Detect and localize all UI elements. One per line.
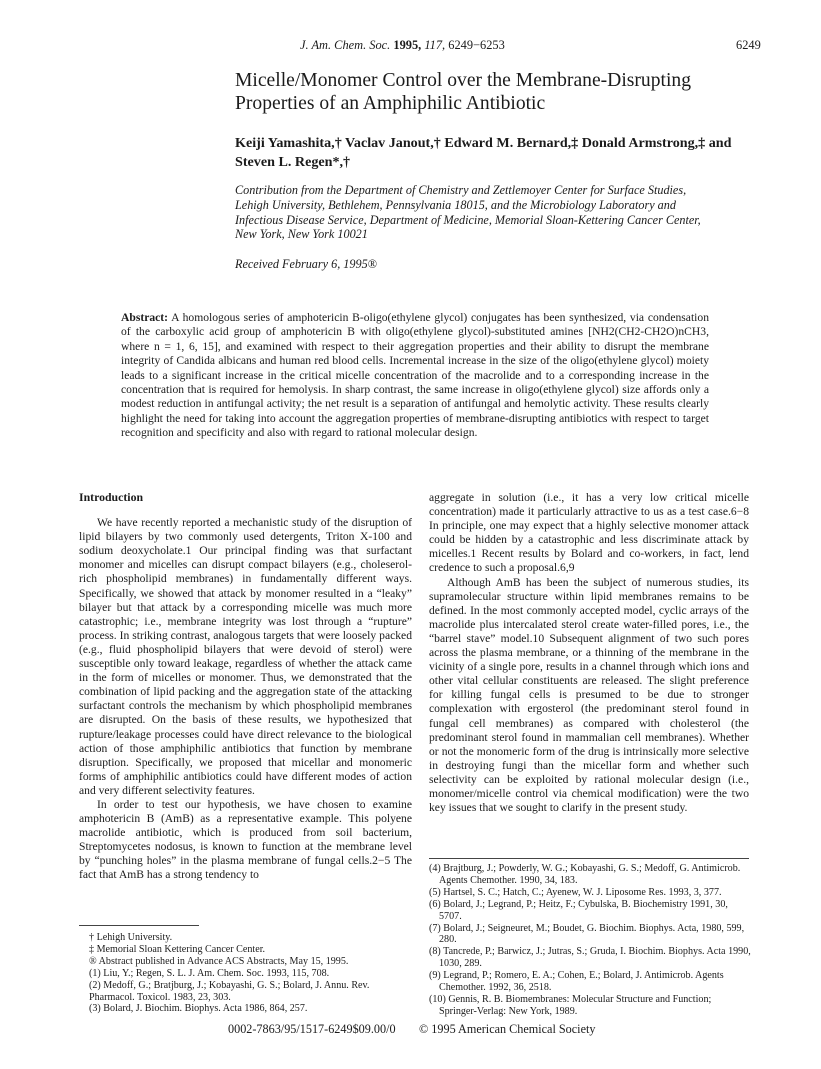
reference: (9) Legrand, P.; Romero, E. A.; Cohen, E.; Bolard, J. Antimicrob. Agents Chemother. 1992, 36, 2518. — [429, 970, 724, 994]
running-head — [0, 38, 821, 54]
footnote: ® Abstract published in Advance ACS Abstracts, May 15, 1995. — [89, 955, 349, 967]
reference: (8) Tancrede, P.; Barwicz, J.; Jutras, S.; Gruda, I. Biochim. Biophys. Acta 1990, 1030, 289. — [429, 946, 751, 970]
article-code: 0002-7863/95/1517-6249$09.00/0 — [228, 1022, 396, 1036]
right-column — [429, 491, 749, 815]
abstract — [121, 311, 709, 441]
article-title — [235, 69, 755, 115]
footnote-divider — [79, 925, 199, 926]
journal-volume: 117, — [424, 38, 446, 52]
copyright-notice: © 1995 American Chemical Society — [419, 1022, 596, 1036]
reference: (6) Bolard, J.; Legrand, P.; Heitz, F.; Cybulska, B. Biochemistry 1991, 30, 5707. — [429, 898, 728, 922]
reference: (1) Liu, Y.; Regen, S. L. J. Am. Chem. Soc. 1993, 115, 708. — [89, 967, 330, 979]
affiliation-line: New York, New York 10021 — [235, 227, 368, 242]
reference: (5) Hartsel, S. C.; Hatch, C.; Ayenew, W. J. Liposome Res. 1993, 3, 377. — [429, 886, 722, 898]
reference: (4) Brajtburg, J.; Powderly, W. G.; Kobayashi, G. S.; Medoff, G. Antimicrob. Agents Chemother. 1990, 34, 183. — [429, 863, 741, 886]
abstract-label: Abstract: — [121, 311, 169, 324]
section-heading-introduction: Introduction — [79, 490, 144, 504]
body-paragraph: Although AmB has been the subject of numerous studies, its supramolecular structure within lipid membranes remains to be defined. In the most commonly accepted model, cyclic arrays of the macrolide plus intercalated sterol create water-filled pores, i.e., the “barrel stave” model.10 Subsequent alignment of two such pores across the plasma membrane, or a thinning of the membrane in the vicinity of a single pore, results in a channel through which ions and other vital cellular constituents are released. The slight preference for killing fungal cells is presumed to be due to stronger complexation with ergosterol (the predominant sterol found in fungal cell membranes) as compared with cholesterol (the predominant sterol found in mammalian cell membranes). Whether or not the monomeric form of the drug is intrinsically more selective in destroying fungi than the micellar form and whether such selectivity can be exploited by rational molecular design (i.e., monomer/micelle control via chemical modification) were the two key issues that we sought to clarify in the present study. — [429, 575, 749, 815]
reference: (7) Bolard, J.; Seigneuret, M.; Boudet, G. Biochim. Biophys. Acta, 1980, 599, 280. — [429, 922, 745, 946]
page-number: 6249 — [736, 38, 761, 52]
reference: (3) Bolard, J. Biochim. Biophys. Acta 1986, 864, 257. — [89, 1003, 308, 1015]
affiliation-line: Lehigh University, Bethlehem, Pennsylvania 18015, and the Microbiology Laboratory and — [235, 197, 676, 212]
author-line-2: Steven L. Regen*,† — [235, 154, 351, 170]
author-list — [235, 134, 755, 172]
footnotes-left — [89, 932, 412, 1015]
reference: (2) Medoff, G.; Bratjburg, J.; Kobayashi, G. S.; Bolard, J. Annu. Rev. Pharmacol. Toxicol. 1983, 23, 303. — [89, 979, 370, 1003]
footnote-divider — [429, 858, 749, 859]
author-line-1: Keiji Yamashita,† Vaclav Janout,† Edward M. Bernard,‡ Donald Armstrong,‡ and — [235, 135, 732, 151]
journal-pages: 6249−6253 — [448, 38, 505, 52]
affiliation — [235, 183, 775, 242]
body-paragraph: In order to test our hypothesis, we have chosen to examine amphotericin B (AmB) as a representative example. This polyene macrolide antibiotic, which is produced from soil bacterium, Streptomycetes nodosus, is known to function at the membrane level by “punching holes” in the plasma membrane of fungal cells.2−5 The fact that AmB has a strong tendency to — [79, 797, 412, 882]
affiliation-line: Contribution from the Department of Chemistry and Zettlemoyer Center for Surface Studies, — [235, 183, 687, 197]
footnote: † Lehigh University. — [89, 932, 173, 943]
article-title-line-2: Properties of an Amphiphilic Antibiotic — [235, 93, 546, 114]
footnote: ‡ Memorial Sloan Kettering Cancer Center. — [89, 943, 266, 955]
footnotes-right — [429, 863, 751, 1018]
body-paragraph: We have recently reported a mechanistic study of the disruption of lipid bilayers by two commonly used detergents, Triton X-100 and sodium deoxycholate.1 Our principal finding was that surfactant monomer and micelles can disrupt compact bilayers (e.g., choleserol-rich phospholipid membranes) in fundamentally different ways. Specifically, we showed that attack by monomer resulted in a “leaky” bilayer but that attack by a corresponding micelle was much more catastrophic; i.e., membrane integrity was lost through a “rupture” process. In striking contrast, analogous targets that were loosely packed (e.g., fluid phospholipid bilayers that were devoid of sterol) were susceptible only toward leakage, regardless of whether the attack came in the form of micelles or monomer. Thus, we demonstrated that the combination of lipid packing and the aggregation state of the attacking surfactant controls the mechanism by which phospholipid membranes are disrupted. On the basis of these results, we hypothesized that rupture/leakage processes could have direct relevance to the biological action of those amphiphilic antibiotics that function by membrane disruption. Specifically, we proposed that micellar and monomeric forms of amphiphilic antibiotics could have different modes of action and very different selectivity features. — [79, 516, 412, 797]
received-date: Received February 6, 1995® — [235, 257, 377, 271]
journal-year: 1995, — [393, 38, 422, 52]
affiliation-line: Infectious Disease Service, Department of Medicine, Memorial Sloan-Kettering Cancer Center, — [235, 212, 701, 227]
reference: (10) Gennis, R. B. Biomembranes: Molecular Structure and Function; Springer-Verlag: New York, 1989. — [429, 993, 712, 1017]
journal-name: J. Am. Chem. Soc. — [300, 38, 391, 52]
running-head-citation — [300, 38, 505, 53]
article-title-line-1: Micelle/Monomer Control over the Membrane-Disrupting — [235, 70, 691, 91]
left-column — [79, 490, 412, 883]
body-paragraph: aggregate in solution (i.e., it has a very low critical micelle concentration) made it particularly attractive to us as a test case.6−8 In principle, one may expect that a highly selective monomer attack could be hidden by a catastrophic and less discriminate attack by micelles.1 Recent results by Bolard and co-workers, in fact, lend credence to such a proposal.6,9 — [429, 491, 749, 575]
abstract-text: A homologous series of amphotericin B-oligo(ethylene glycol) conjugates has been synthesized, via condensation of the carboxylic acid group of amphotericin B with oligo(ethylene glycol)-substituted amines [NH2(CH2-CH2O)nCH3, where n = 1, 6, 15], and examined with respect to their aggregation properties and their ability to disrupt the membrane integrity of Candida albicans and human red blood cells. Incremental increase in the size of the oligo(ethylene glycol) moiety leads to a significant increase in the critical micelle concentration of the macrolide and to a corresponding increase in the concentration that is required for hemolysis. In sharp contrast, the same increase in oligo(ethylene glycol) size affords only a modest reduction in antifungal activity; the net result is a separation of antifungal and hemolytic activity. These results clearly highlight the need for taking into account the aggregation properties of membrane-disrupting antibiotics with respect to target recognition and specificity and also with regard to rational molecular design. — [121, 311, 709, 440]
